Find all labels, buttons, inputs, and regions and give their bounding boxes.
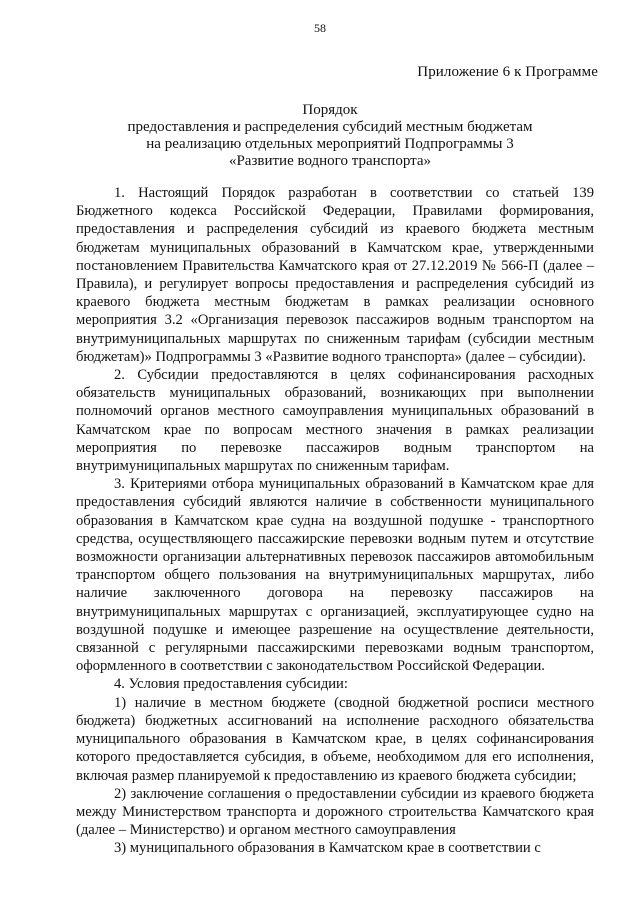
paragraph-2: 2. Субсидии предоставляются в целях софинансирования расходных обязательств муниципальных образований, возникающих при выполнении полномочий органов местного самоуправления муниципальных образований в Камчатском крае по вопросам местного значения в рамках реализации мероприятия по перевозке пассажиров водным транспортом на внутримуниципальных маршрутах по сниженным тарифам. <box>76 367 594 475</box>
title-line-3: на реализацию отдельных мероприятий Подпрограммы 3 <box>146 136 514 152</box>
paragraph-4: 4. Условия предоставления субсидии: <box>114 676 348 693</box>
paragraph-4-item-1: 1) наличие в местном бюджете (сводной бюджетной росписи местного бюджета) бюджетных ассигнований на исполнение расходного обязательства муниципального образования в Камчатском крае, в целях софинансирования которого предоставляется субсидия, в объеме, необходимом для его исполнения, включая размер планируемой к предоставлению из краевого бюджета субсидии; <box>76 694 594 784</box>
title-line-1: Порядок <box>302 102 358 118</box>
title-line-4: «Развитие водного транспорта» <box>228 153 432 169</box>
document-title <box>60 102 600 170</box>
appendix-label: Приложение 6 к Программе <box>417 64 598 80</box>
paragraph-4-item-2: 2) заключение соглашения о предоставлении субсидии из краевого бюджета между Министерством транспорта и дорожного строительства Камчатского края (далее – Министерство) и органом местного самоуправления <box>76 785 594 839</box>
paragraph-4-item-3: 3) муниципального образования в Камчатском крае в соответствии с <box>114 840 541 857</box>
paragraph-1: 1. Настоящий Порядок разработан в соответствии со статьей 139 Бюджетного кодекса Российской Федерации, Правилами формирования, предоставления и распределения субсидий из краевого бюджета местным бюджетам муниципальных образований в Камчатском крае, утвержденными постановлением Правительства Камчатского края от 27.12.2019 № 566-П (далее – Правила), и регулирует вопросы предоставления и распределения субсидий из краевого бюджета местным бюджетам в рамках реализации основного мероприятия 3.2 «Организация перевозок пассажиров водным транспортом на внутримуниципальных маршрутах по сниженным тарифам (субсидии местным бюджетам)» Подпрограммы 3 «Развитие водного транспорта» (далее – субсидии). <box>76 185 594 365</box>
page-number: 58 <box>314 21 326 35</box>
paragraph-3: 3. Критериями отбора муниципальных образований в Камчатском крае для предоставления субсидий являются наличие в собственности муниципального образования в Камчатском крае судна на воздушной подушке - транспортного средства, осуществляющего пассажирские перевозки водным путем и отсутствие возможности организации альтернативных перевозок пассажиров автомобильным транспортом общего пользования на внутримуниципальных маршрутах, либо наличие заключенного договора на перевозку пассажиров на внутримуниципальных маршрутах с организацией, эксплуатирующее судно на воздушной подушке и имеющее разрешение на осуществление деятельности, связанной с регулярными пассажирскими перевозками водным транспортом, оформленного в соответствии с законодательством Российской Федерации. <box>76 476 594 675</box>
document-body <box>76 184 594 858</box>
title-line-2: предоставления и распределения субсидий местным бюджетам <box>127 119 533 135</box>
